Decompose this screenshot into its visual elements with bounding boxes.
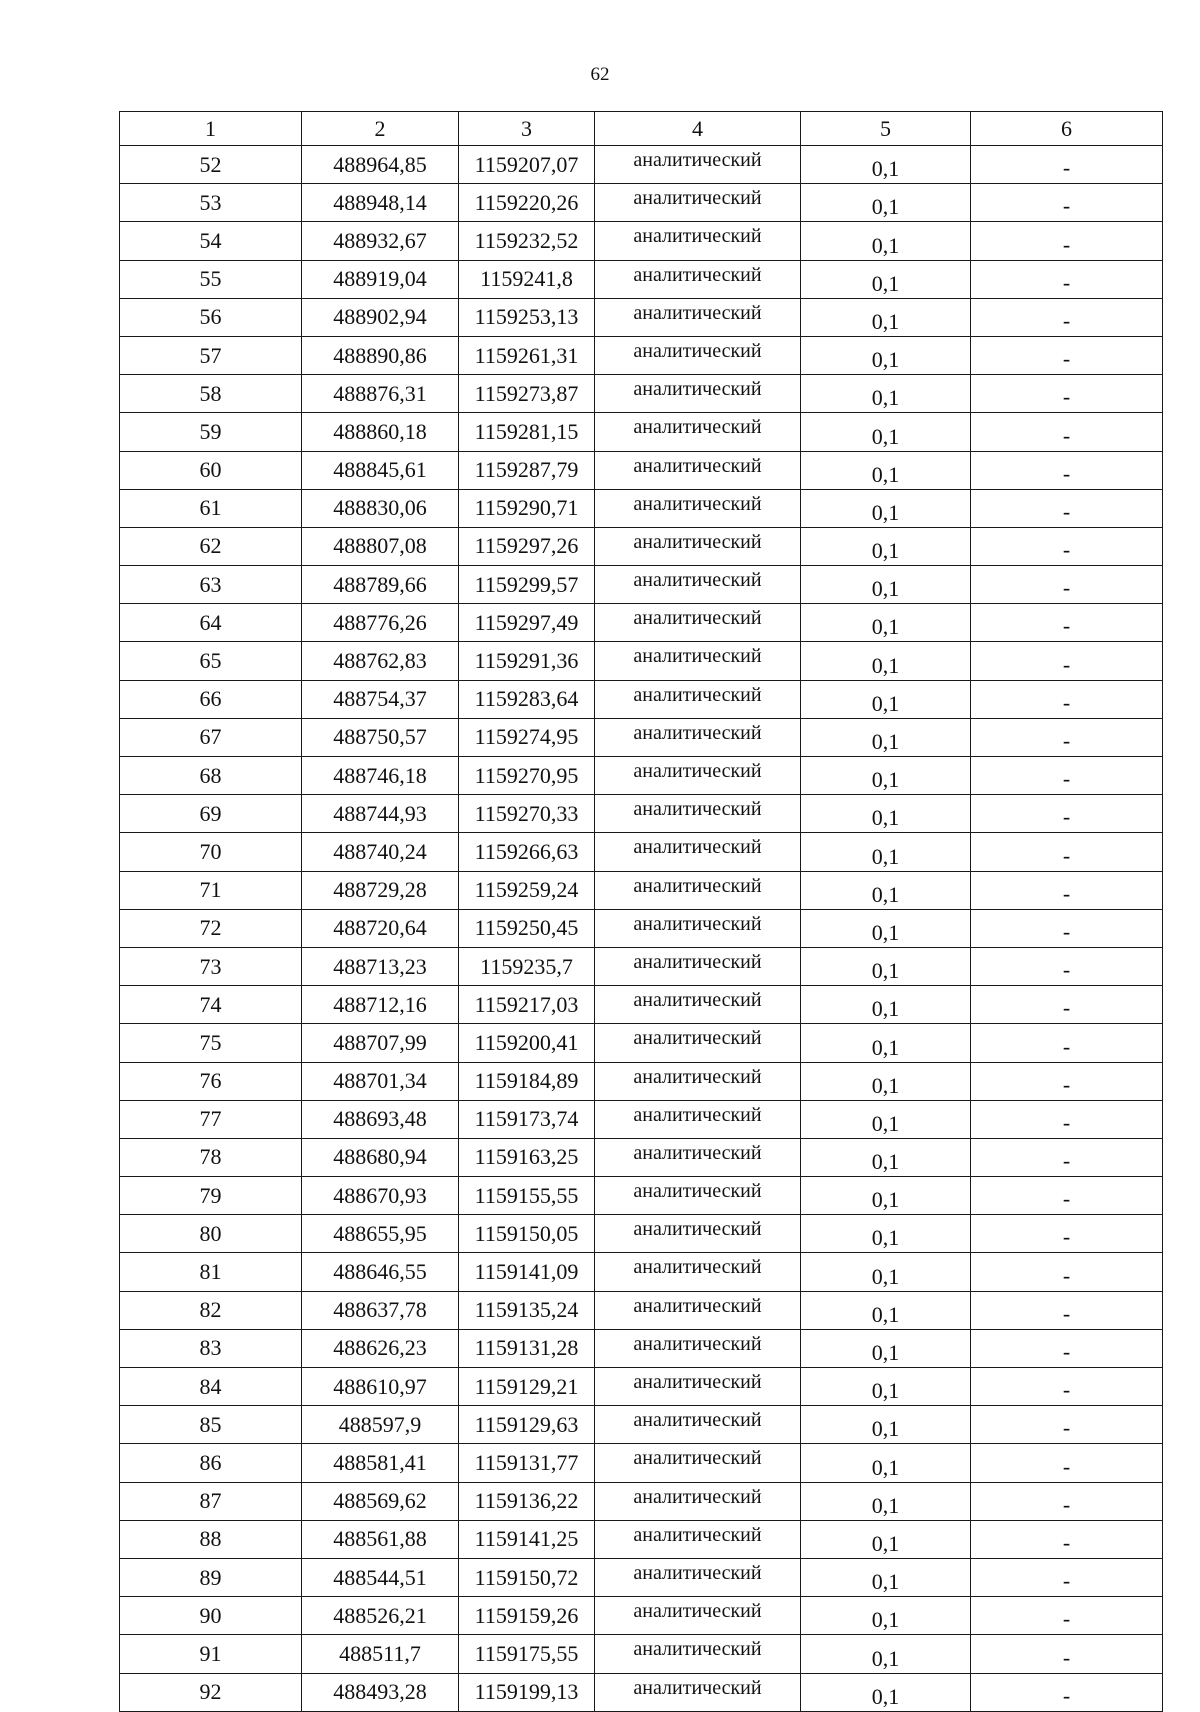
coordinates-table bbox=[119, 111, 1163, 1712]
table-row bbox=[120, 986, 1163, 1024]
method-cell: аналитический bbox=[595, 1291, 801, 1329]
x-coordinate-cell: 488626,23 bbox=[302, 1329, 459, 1367]
point-number-cell: 64 bbox=[120, 604, 302, 642]
note-cell: - bbox=[971, 1444, 1163, 1482]
note-cell: - bbox=[971, 413, 1163, 451]
y-coordinate-cell: 1159159,26 bbox=[459, 1597, 595, 1635]
point-number-cell: 52 bbox=[120, 146, 302, 184]
y-coordinate-cell: 1159270,33 bbox=[459, 795, 595, 833]
point-number-cell: 73 bbox=[120, 947, 302, 985]
table-row bbox=[120, 1597, 1163, 1635]
accuracy-cell: 0,1 bbox=[801, 1635, 971, 1673]
note-cell: - bbox=[971, 642, 1163, 680]
coordinates-table-body bbox=[120, 112, 1163, 1712]
point-number-cell: 68 bbox=[120, 757, 302, 795]
note-cell: - bbox=[971, 146, 1163, 184]
accuracy-cell: 0,1 bbox=[801, 1482, 971, 1520]
point-number-cell: 91 bbox=[120, 1635, 302, 1673]
accuracy-cell: 0,1 bbox=[801, 1024, 971, 1062]
point-number-cell: 65 bbox=[120, 642, 302, 680]
accuracy-cell: 0,1 bbox=[801, 146, 971, 184]
method-cell: аналитический bbox=[595, 680, 801, 718]
x-coordinate-cell: 488712,16 bbox=[302, 986, 459, 1024]
method-cell: аналитический bbox=[595, 604, 801, 642]
accuracy-cell: 0,1 bbox=[801, 222, 971, 260]
x-coordinate-cell: 488544,51 bbox=[302, 1558, 459, 1596]
accuracy-cell: 0,1 bbox=[801, 680, 971, 718]
method-cell: аналитический bbox=[595, 642, 801, 680]
note-cell: - bbox=[971, 1138, 1163, 1176]
method-cell: аналитический bbox=[595, 1177, 801, 1215]
table-row bbox=[120, 833, 1163, 871]
x-coordinate-cell: 488693,48 bbox=[302, 1100, 459, 1138]
accuracy-cell: 0,1 bbox=[801, 527, 971, 565]
note-cell: - bbox=[971, 566, 1163, 604]
point-number-cell: 76 bbox=[120, 1062, 302, 1100]
point-number-cell: 80 bbox=[120, 1215, 302, 1253]
note-cell: - bbox=[971, 986, 1163, 1024]
method-cell: аналитический bbox=[595, 336, 801, 374]
method-cell: аналитический bbox=[595, 1100, 801, 1138]
point-number-cell: 59 bbox=[120, 413, 302, 451]
x-coordinate-cell: 488740,24 bbox=[302, 833, 459, 871]
x-coordinate-cell: 488754,37 bbox=[302, 680, 459, 718]
accuracy-cell: 0,1 bbox=[801, 1215, 971, 1253]
accuracy-cell: 0,1 bbox=[801, 1100, 971, 1138]
note-cell: - bbox=[971, 833, 1163, 871]
table-row bbox=[120, 489, 1163, 527]
y-coordinate-cell: 1159200,41 bbox=[459, 1024, 595, 1062]
y-coordinate-cell: 1159129,21 bbox=[459, 1368, 595, 1406]
column-header: 3 bbox=[459, 112, 595, 146]
y-coordinate-cell: 1159163,25 bbox=[459, 1138, 595, 1176]
table-row bbox=[120, 1635, 1163, 1673]
method-cell: аналитический bbox=[595, 871, 801, 909]
y-coordinate-cell: 1159136,22 bbox=[459, 1482, 595, 1520]
table-row bbox=[120, 604, 1163, 642]
point-number-cell: 75 bbox=[120, 1024, 302, 1062]
table-row bbox=[120, 1215, 1163, 1253]
accuracy-cell: 0,1 bbox=[801, 757, 971, 795]
x-coordinate-cell: 488750,57 bbox=[302, 718, 459, 756]
table-row bbox=[120, 1520, 1163, 1558]
note-cell: - bbox=[971, 718, 1163, 756]
accuracy-cell: 0,1 bbox=[801, 1138, 971, 1176]
y-coordinate-cell: 1159217,03 bbox=[459, 986, 595, 1024]
accuracy-cell: 0,1 bbox=[801, 1406, 971, 1444]
table-row bbox=[120, 642, 1163, 680]
x-coordinate-cell: 488729,28 bbox=[302, 871, 459, 909]
x-coordinate-cell: 488701,34 bbox=[302, 1062, 459, 1100]
table-row bbox=[120, 1024, 1163, 1062]
y-coordinate-cell: 1159155,55 bbox=[459, 1177, 595, 1215]
method-cell: аналитический bbox=[595, 1253, 801, 1291]
table-row bbox=[120, 222, 1163, 260]
x-coordinate-cell: 488860,18 bbox=[302, 413, 459, 451]
note-cell: - bbox=[971, 1597, 1163, 1635]
method-cell: аналитический bbox=[595, 1062, 801, 1100]
x-coordinate-cell: 488569,62 bbox=[302, 1482, 459, 1520]
x-coordinate-cell: 488670,93 bbox=[302, 1177, 459, 1215]
y-coordinate-cell: 1159235,7 bbox=[459, 947, 595, 985]
point-number-cell: 70 bbox=[120, 833, 302, 871]
point-number-cell: 55 bbox=[120, 260, 302, 298]
method-cell: аналитический bbox=[595, 146, 801, 184]
y-coordinate-cell: 1159297,26 bbox=[459, 527, 595, 565]
table-row bbox=[120, 260, 1163, 298]
point-number-cell: 89 bbox=[120, 1558, 302, 1596]
y-coordinate-cell: 1159135,24 bbox=[459, 1291, 595, 1329]
note-cell: - bbox=[971, 1291, 1163, 1329]
point-number-cell: 67 bbox=[120, 718, 302, 756]
column-header: 6 bbox=[971, 112, 1163, 146]
x-coordinate-cell: 488919,04 bbox=[302, 260, 459, 298]
method-cell: аналитический bbox=[595, 947, 801, 985]
point-number-cell: 57 bbox=[120, 336, 302, 374]
method-cell: аналитический bbox=[595, 1215, 801, 1253]
accuracy-cell: 0,1 bbox=[801, 1444, 971, 1482]
method-cell: аналитический bbox=[595, 1406, 801, 1444]
note-cell: - bbox=[971, 1558, 1163, 1596]
x-coordinate-cell: 488789,66 bbox=[302, 566, 459, 604]
note-cell: - bbox=[971, 1635, 1163, 1673]
method-cell: аналитический bbox=[595, 260, 801, 298]
table-row bbox=[120, 1368, 1163, 1406]
method-cell: аналитический bbox=[595, 375, 801, 413]
table-row bbox=[120, 298, 1163, 336]
note-cell: - bbox=[971, 947, 1163, 985]
column-header: 1 bbox=[120, 112, 302, 146]
point-number-cell: 69 bbox=[120, 795, 302, 833]
point-number-cell: 86 bbox=[120, 1444, 302, 1482]
table-row bbox=[120, 757, 1163, 795]
point-number-cell: 56 bbox=[120, 298, 302, 336]
accuracy-cell: 0,1 bbox=[801, 336, 971, 374]
method-cell: аналитический bbox=[595, 986, 801, 1024]
point-number-cell: 58 bbox=[120, 375, 302, 413]
accuracy-cell: 0,1 bbox=[801, 1177, 971, 1215]
method-cell: аналитический bbox=[595, 1558, 801, 1596]
x-coordinate-cell: 488807,08 bbox=[302, 527, 459, 565]
point-number-cell: 78 bbox=[120, 1138, 302, 1176]
note-cell: - bbox=[971, 1368, 1163, 1406]
method-cell: аналитический bbox=[595, 1673, 801, 1711]
point-number-cell: 82 bbox=[120, 1291, 302, 1329]
table-row bbox=[120, 1062, 1163, 1100]
note-cell: - bbox=[971, 336, 1163, 374]
x-coordinate-cell: 488597,9 bbox=[302, 1406, 459, 1444]
accuracy-cell: 0,1 bbox=[801, 1558, 971, 1596]
accuracy-cell: 0,1 bbox=[801, 1520, 971, 1558]
x-coordinate-cell: 488932,67 bbox=[302, 222, 459, 260]
accuracy-cell: 0,1 bbox=[801, 947, 971, 985]
note-cell: - bbox=[971, 1177, 1163, 1215]
table-row bbox=[120, 1329, 1163, 1367]
point-number-cell: 62 bbox=[120, 527, 302, 565]
y-coordinate-cell: 1159131,28 bbox=[459, 1329, 595, 1367]
method-cell: аналитический bbox=[595, 451, 801, 489]
point-number-cell: 77 bbox=[120, 1100, 302, 1138]
method-cell: аналитический bbox=[595, 184, 801, 222]
x-coordinate-cell: 488876,31 bbox=[302, 375, 459, 413]
method-cell: аналитический bbox=[595, 757, 801, 795]
x-coordinate-cell: 488830,06 bbox=[302, 489, 459, 527]
y-coordinate-cell: 1159290,71 bbox=[459, 489, 595, 527]
x-coordinate-cell: 488646,55 bbox=[302, 1253, 459, 1291]
y-coordinate-cell: 1159259,24 bbox=[459, 871, 595, 909]
accuracy-cell: 0,1 bbox=[801, 451, 971, 489]
point-number-cell: 79 bbox=[120, 1177, 302, 1215]
accuracy-cell: 0,1 bbox=[801, 718, 971, 756]
table-row bbox=[120, 527, 1163, 565]
x-coordinate-cell: 488655,95 bbox=[302, 1215, 459, 1253]
table-row bbox=[120, 1558, 1163, 1596]
accuracy-cell: 0,1 bbox=[801, 1291, 971, 1329]
accuracy-cell: 0,1 bbox=[801, 871, 971, 909]
x-coordinate-cell: 488581,41 bbox=[302, 1444, 459, 1482]
accuracy-cell: 0,1 bbox=[801, 986, 971, 1024]
method-cell: аналитический bbox=[595, 1520, 801, 1558]
table-row bbox=[120, 1291, 1163, 1329]
point-number-cell: 92 bbox=[120, 1673, 302, 1711]
method-cell: аналитический bbox=[595, 1635, 801, 1673]
table-row bbox=[120, 1673, 1163, 1711]
y-coordinate-cell: 1159150,72 bbox=[459, 1558, 595, 1596]
point-number-cell: 85 bbox=[120, 1406, 302, 1444]
table-row bbox=[120, 336, 1163, 374]
method-cell: аналитический bbox=[595, 1482, 801, 1520]
note-cell: - bbox=[971, 1024, 1163, 1062]
note-cell: - bbox=[971, 489, 1163, 527]
table-row bbox=[120, 795, 1163, 833]
note-cell: - bbox=[971, 795, 1163, 833]
table-row bbox=[120, 413, 1163, 451]
note-cell: - bbox=[971, 260, 1163, 298]
point-number-cell: 72 bbox=[120, 909, 302, 947]
table-row bbox=[120, 1444, 1163, 1482]
x-coordinate-cell: 488680,94 bbox=[302, 1138, 459, 1176]
accuracy-cell: 0,1 bbox=[801, 298, 971, 336]
x-coordinate-cell: 488561,88 bbox=[302, 1520, 459, 1558]
x-coordinate-cell: 488948,14 bbox=[302, 184, 459, 222]
table-row bbox=[120, 1177, 1163, 1215]
y-coordinate-cell: 1159273,87 bbox=[459, 375, 595, 413]
x-coordinate-cell: 488720,64 bbox=[302, 909, 459, 947]
y-coordinate-cell: 1159270,95 bbox=[459, 757, 595, 795]
note-cell: - bbox=[971, 1520, 1163, 1558]
y-coordinate-cell: 1159283,64 bbox=[459, 680, 595, 718]
table-row bbox=[120, 566, 1163, 604]
column-header: 5 bbox=[801, 112, 971, 146]
note-cell: - bbox=[971, 680, 1163, 718]
y-coordinate-cell: 1159297,49 bbox=[459, 604, 595, 642]
note-cell: - bbox=[971, 1253, 1163, 1291]
method-cell: аналитический bbox=[595, 298, 801, 336]
method-cell: аналитический bbox=[595, 527, 801, 565]
y-coordinate-cell: 1159173,74 bbox=[459, 1100, 595, 1138]
accuracy-cell: 0,1 bbox=[801, 1368, 971, 1406]
y-coordinate-cell: 1159184,89 bbox=[459, 1062, 595, 1100]
table-row bbox=[120, 1100, 1163, 1138]
page-number: 62 bbox=[590, 64, 610, 85]
accuracy-cell: 0,1 bbox=[801, 260, 971, 298]
table-row bbox=[120, 451, 1163, 489]
point-number-cell: 60 bbox=[120, 451, 302, 489]
x-coordinate-cell: 488746,18 bbox=[302, 757, 459, 795]
point-number-cell: 88 bbox=[120, 1520, 302, 1558]
method-cell: аналитический bbox=[595, 718, 801, 756]
accuracy-cell: 0,1 bbox=[801, 184, 971, 222]
y-coordinate-cell: 1159250,45 bbox=[459, 909, 595, 947]
accuracy-cell: 0,1 bbox=[801, 909, 971, 947]
y-coordinate-cell: 1159281,15 bbox=[459, 413, 595, 451]
accuracy-cell: 0,1 bbox=[801, 1253, 971, 1291]
y-coordinate-cell: 1159241,8 bbox=[459, 260, 595, 298]
note-cell: - bbox=[971, 298, 1163, 336]
accuracy-cell: 0,1 bbox=[801, 413, 971, 451]
table-row bbox=[120, 375, 1163, 413]
y-coordinate-cell: 1159131,77 bbox=[459, 1444, 595, 1482]
y-coordinate-cell: 1159299,57 bbox=[459, 566, 595, 604]
y-coordinate-cell: 1159129,63 bbox=[459, 1406, 595, 1444]
note-cell: - bbox=[971, 527, 1163, 565]
note-cell: - bbox=[971, 1329, 1163, 1367]
method-cell: аналитический bbox=[595, 413, 801, 451]
accuracy-cell: 0,1 bbox=[801, 566, 971, 604]
table-row bbox=[120, 680, 1163, 718]
point-number-cell: 53 bbox=[120, 184, 302, 222]
point-number-cell: 83 bbox=[120, 1329, 302, 1367]
note-cell: - bbox=[971, 1100, 1163, 1138]
method-cell: аналитический bbox=[595, 222, 801, 260]
table-row bbox=[120, 1482, 1163, 1520]
y-coordinate-cell: 1159207,07 bbox=[459, 146, 595, 184]
table-row bbox=[120, 1406, 1163, 1444]
x-coordinate-cell: 488610,97 bbox=[302, 1368, 459, 1406]
table-row bbox=[120, 146, 1163, 184]
y-coordinate-cell: 1159150,05 bbox=[459, 1215, 595, 1253]
table-row bbox=[120, 718, 1163, 756]
note-cell: - bbox=[971, 1062, 1163, 1100]
method-cell: аналитический bbox=[595, 909, 801, 947]
accuracy-cell: 0,1 bbox=[801, 604, 971, 642]
method-cell: аналитический bbox=[595, 833, 801, 871]
point-number-cell: 74 bbox=[120, 986, 302, 1024]
method-cell: аналитический bbox=[595, 1444, 801, 1482]
accuracy-cell: 0,1 bbox=[801, 642, 971, 680]
point-number-cell: 87 bbox=[120, 1482, 302, 1520]
point-number-cell: 66 bbox=[120, 680, 302, 718]
method-cell: аналитический bbox=[595, 1329, 801, 1367]
point-number-cell: 54 bbox=[120, 222, 302, 260]
note-cell: - bbox=[971, 1482, 1163, 1520]
x-coordinate-cell: 488511,7 bbox=[302, 1635, 459, 1673]
table-row bbox=[120, 871, 1163, 909]
table-row bbox=[120, 909, 1163, 947]
table-row bbox=[120, 1138, 1163, 1176]
y-coordinate-cell: 1159253,13 bbox=[459, 298, 595, 336]
method-cell: аналитический bbox=[595, 1024, 801, 1062]
y-coordinate-cell: 1159287,79 bbox=[459, 451, 595, 489]
accuracy-cell: 0,1 bbox=[801, 1062, 971, 1100]
y-coordinate-cell: 1159199,13 bbox=[459, 1673, 595, 1711]
x-coordinate-cell: 488744,93 bbox=[302, 795, 459, 833]
table-row bbox=[120, 947, 1163, 985]
x-coordinate-cell: 488762,83 bbox=[302, 642, 459, 680]
accuracy-cell: 0,1 bbox=[801, 1329, 971, 1367]
note-cell: - bbox=[971, 222, 1163, 260]
note-cell: - bbox=[971, 184, 1163, 222]
accuracy-cell: 0,1 bbox=[801, 795, 971, 833]
point-number-cell: 63 bbox=[120, 566, 302, 604]
method-cell: аналитический bbox=[595, 795, 801, 833]
y-coordinate-cell: 1159291,36 bbox=[459, 642, 595, 680]
point-number-cell: 81 bbox=[120, 1253, 302, 1291]
point-number-cell: 61 bbox=[120, 489, 302, 527]
accuracy-cell: 0,1 bbox=[801, 833, 971, 871]
accuracy-cell: 0,1 bbox=[801, 375, 971, 413]
method-cell: аналитический bbox=[595, 1368, 801, 1406]
y-coordinate-cell: 1159220,26 bbox=[459, 184, 595, 222]
y-coordinate-cell: 1159261,31 bbox=[459, 336, 595, 374]
note-cell: - bbox=[971, 871, 1163, 909]
x-coordinate-cell: 488902,94 bbox=[302, 298, 459, 336]
accuracy-cell: 0,1 bbox=[801, 489, 971, 527]
point-number-cell: 90 bbox=[120, 1597, 302, 1635]
point-number-cell: 84 bbox=[120, 1368, 302, 1406]
x-coordinate-cell: 488526,21 bbox=[302, 1597, 459, 1635]
y-coordinate-cell: 1159141,09 bbox=[459, 1253, 595, 1291]
x-coordinate-cell: 488964,85 bbox=[302, 146, 459, 184]
y-coordinate-cell: 1159232,52 bbox=[459, 222, 595, 260]
y-coordinate-cell: 1159266,63 bbox=[459, 833, 595, 871]
x-coordinate-cell: 488493,28 bbox=[302, 1673, 459, 1711]
note-cell: - bbox=[971, 1406, 1163, 1444]
note-cell: - bbox=[971, 909, 1163, 947]
note-cell: - bbox=[971, 451, 1163, 489]
y-coordinate-cell: 1159175,55 bbox=[459, 1635, 595, 1673]
note-cell: - bbox=[971, 375, 1163, 413]
point-number-cell: 71 bbox=[120, 871, 302, 909]
accuracy-cell: 0,1 bbox=[801, 1597, 971, 1635]
x-coordinate-cell: 488890,86 bbox=[302, 336, 459, 374]
note-cell: - bbox=[971, 604, 1163, 642]
method-cell: аналитический bbox=[595, 1597, 801, 1635]
accuracy-cell: 0,1 bbox=[801, 1673, 971, 1711]
method-cell: аналитический bbox=[595, 1138, 801, 1176]
x-coordinate-cell: 488707,99 bbox=[302, 1024, 459, 1062]
y-coordinate-cell: 1159274,95 bbox=[459, 718, 595, 756]
table-row bbox=[120, 1253, 1163, 1291]
note-cell: - bbox=[971, 1673, 1163, 1711]
table-row bbox=[120, 184, 1163, 222]
column-header: 4 bbox=[595, 112, 801, 146]
method-cell: аналитический bbox=[595, 566, 801, 604]
column-header: 2 bbox=[302, 112, 459, 146]
x-coordinate-cell: 488845,61 bbox=[302, 451, 459, 489]
x-coordinate-cell: 488637,78 bbox=[302, 1291, 459, 1329]
x-coordinate-cell: 488776,26 bbox=[302, 604, 459, 642]
note-cell: - bbox=[971, 1215, 1163, 1253]
note-cell: - bbox=[971, 757, 1163, 795]
x-coordinate-cell: 488713,23 bbox=[302, 947, 459, 985]
table-header-row bbox=[120, 112, 1163, 146]
y-coordinate-cell: 1159141,25 bbox=[459, 1520, 595, 1558]
method-cell: аналитический bbox=[595, 489, 801, 527]
